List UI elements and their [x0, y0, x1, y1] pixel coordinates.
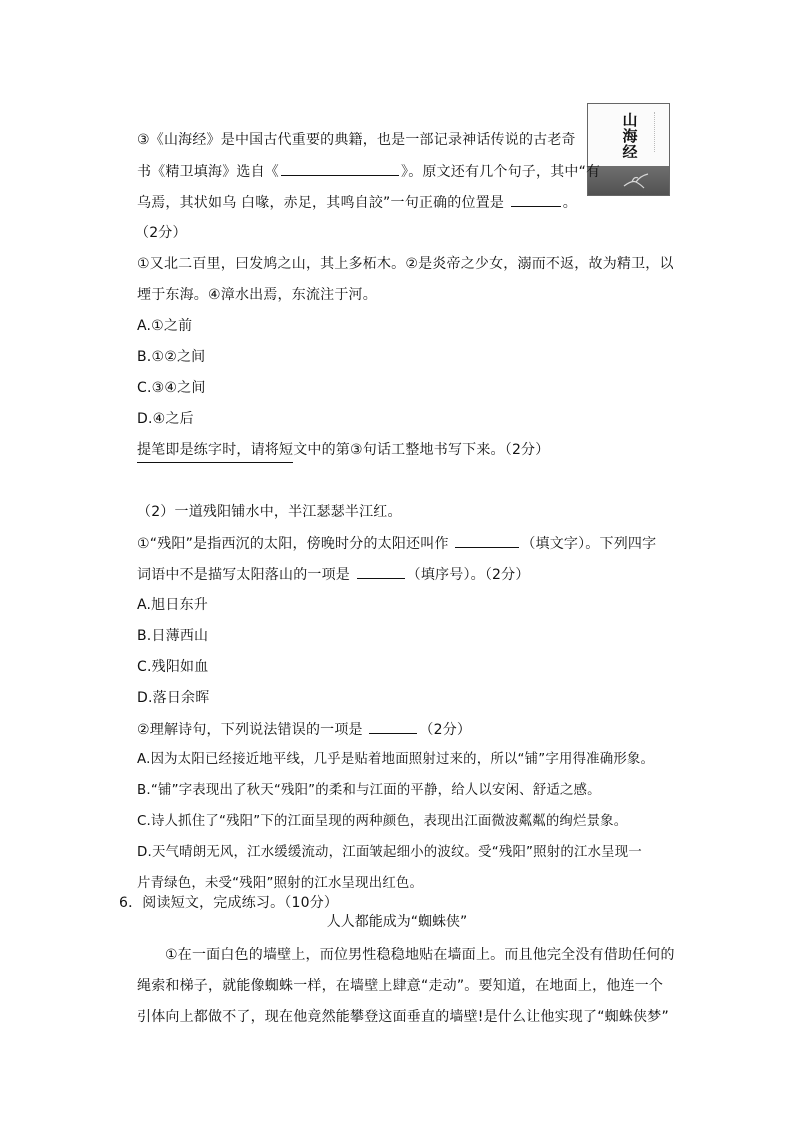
option-d[interactable]: D.天气晴朗无风，江水缓缓流动，江面皱起细小的波纹。受“残阳”照射的江水呈现一 — [137, 845, 642, 860]
option-c[interactable]: C.③④之间 — [137, 380, 206, 396]
book-title-char: 经 — [622, 143, 638, 161]
option-b[interactable]: B.“铺”字表现出了秋天“残阳”的柔和与江面的平静，给人以安闲、舒适之感。 — [137, 783, 601, 798]
option-a[interactable]: A.旭日东升 — [137, 597, 208, 613]
poem-question: （2）一道残阳铺水中，半江瑟瑟半江红。 — [137, 504, 402, 520]
answer-blank[interactable] — [281, 161, 399, 176]
text-segment: ②理解诗句，下列说法错误的一项是 — [137, 722, 368, 738]
question-text — [137, 719, 471, 740]
text-segment: 乌焉，其状如乌 白喙，赤足，其鸣自詨”一句正确的位置是 — [137, 195, 509, 211]
answer-blank[interactable] — [369, 719, 417, 734]
answer-blank[interactable] — [455, 533, 519, 548]
text-segment: ①“残阳”是指西沉的太阳，傍晚时分的太阳还叫作 — [137, 536, 454, 552]
writing-answer-line[interactable] — [137, 462, 293, 463]
source-text: ①又北二百里，曰发鸠之山，其上多柘木。②是炎帝之少女，溺而不返，故为精卫，以 — [137, 256, 674, 272]
book-cover-title — [610, 112, 650, 160]
text-segment: 词语中不是描写太阳落山的一项是 — [137, 567, 355, 583]
text-segment: （2分） — [419, 722, 472, 738]
article-paragraph: ①在一面白色的墙壁上，而位男性稳稳地贴在墙面上。而且他完全没有借助任何的 — [165, 947, 675, 963]
question-text — [137, 533, 656, 554]
question-text — [137, 192, 577, 213]
plant-illustration-icon — [622, 170, 650, 190]
book-title-char: 海 — [622, 127, 638, 145]
book-spine-mark — [654, 112, 663, 152]
text-segment: 书《精卫填海》选自《 — [137, 164, 279, 180]
text-segment: （填序号）。（2分） — [406, 567, 530, 583]
option-d[interactable]: D.落日余晖 — [137, 690, 210, 706]
article-title: 人人都能成为“蜘蛛侠” — [326, 914, 468, 930]
option-c[interactable]: C.残阳如血 — [137, 659, 209, 675]
question-text — [137, 564, 530, 585]
question-text — [137, 161, 600, 182]
question-text: ③《山海经》是中国古代重要的典籍，也是一部记录神话传说的古老奇 — [137, 132, 576, 148]
source-text: 堙于东海。④漳水出焉，东流注于河。 — [137, 287, 377, 303]
option-a[interactable]: A.①之前 — [137, 318, 193, 334]
shanhaijing-book-cover-image — [587, 103, 670, 196]
text-segment: （填文字）。下列四字 — [521, 536, 657, 552]
answer-blank[interactable] — [511, 192, 561, 207]
score-label: （2分） — [135, 225, 187, 241]
question-text: 提笔即是练字时，请将短文中的第③句话工整地书写下来。（2分） — [137, 442, 550, 458]
option-b[interactable]: B.日薄西山 — [137, 628, 209, 644]
option-c[interactable]: C.诗人抓住了“残阳”下的江面呈现的两种颜色，表现出江面微波粼粼的绚烂景象。 — [137, 814, 628, 829]
option-d-continued: 片青绿色，未受“残阳”照射的江水呈现出红色。 — [137, 876, 424, 891]
text-segment: 。 — [562, 195, 577, 211]
option-a[interactable]: A.因为太阳已经接近地平线，几乎是贴着地面照射过来的，所以“铺”字用得准确形象。 — [137, 752, 655, 767]
article-paragraph: 绳索和梯子，就能像蜘蛛一样，在墙壁上肆意“走动”。要知道，在地面上，他连一个 — [137, 978, 664, 994]
book-title-char: 山 — [622, 111, 638, 129]
question-6-heading: 6．阅读短文，完成练习。（10分） — [119, 895, 339, 911]
text-segment: 》。原文还有几个句子，其中“有 — [401, 164, 601, 180]
answer-blank[interactable] — [357, 564, 405, 579]
article-paragraph: 引体向上都做不了，现在他竟然能攀登这面垂直的墙壁!是什么让他实现了“蜘蛛侠梦” — [137, 1009, 669, 1025]
option-b[interactable]: B.①②之间 — [137, 349, 206, 365]
option-d[interactable]: D.④之后 — [137, 411, 194, 427]
